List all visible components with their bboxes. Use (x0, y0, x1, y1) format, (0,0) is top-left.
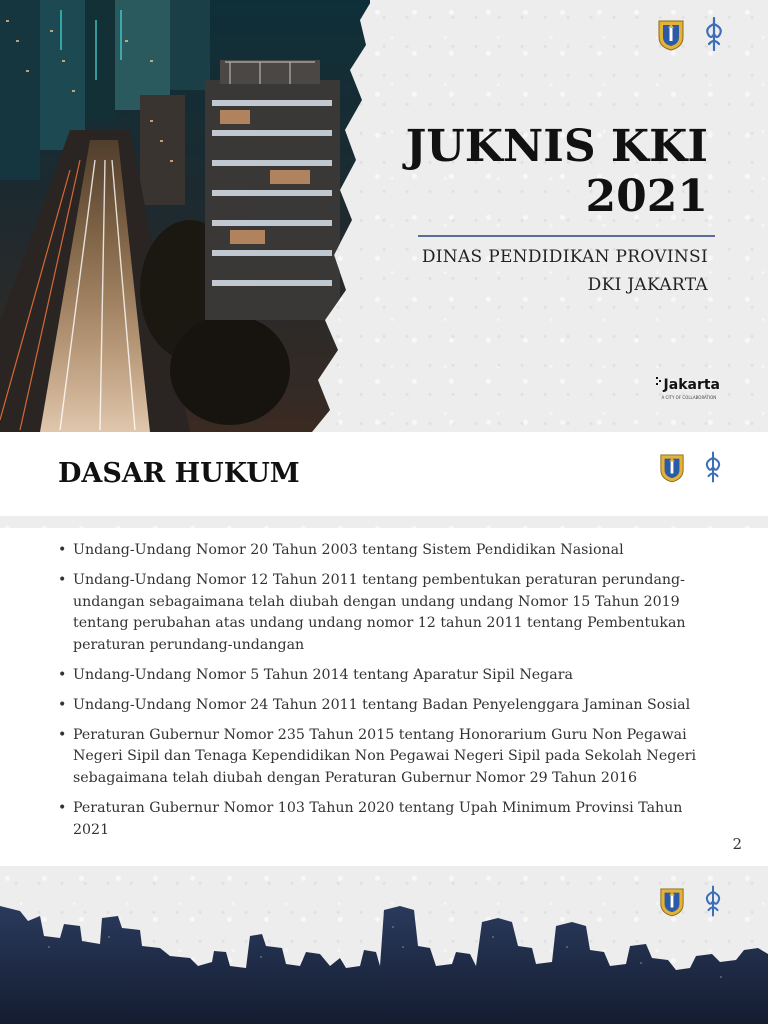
list-item: • Undang-Undang Nomor 12 Tahun 2011 tentang pembentukan peraturan perundang-undangan sebagaimana telah diubah dengan undang undang Nomor 15 Tahun 2019 tentang perubahan atas undang undang nomor 12 tahun 2011 tentang Pembentukan peraturan perundang-undangan (58, 570, 718, 657)
dki-jakarta-emblem-icon (657, 17, 685, 51)
education-office-logo-icon (703, 450, 723, 484)
list-item: • Undang-Undang Nomor 20 Tahun 2003 tentang Sistem Pendidikan Nasional (58, 540, 718, 562)
jakarta-logo-text: Jakarta (663, 377, 720, 393)
jakarta-brand-logo (654, 377, 720, 400)
cover-slide (0, 0, 768, 432)
next-slide-preview (0, 866, 768, 1024)
title-divider (418, 235, 715, 237)
city-night-photo (0, 0, 370, 432)
legal-basis-slide (0, 432, 768, 866)
list-item: • Peraturan Gubernur Nomor 235 Tahun 2015 tentang Honorarium Guru Non Pegawai Negeri Sipil dan Tenaga Kependidikan Non Pegawai Negeri Sipil pada Sekolah Negeri sebagaimana telah diubah dengan Peraturan Gubernur Nomor 29 Tahun 2016 (58, 725, 718, 790)
header-logos (659, 450, 723, 484)
list-item: • Undang-Undang Nomor 5 Tahun 2014 tentang Aparatur Sipil Negara (58, 665, 718, 687)
cover-title-line2: 2021 (585, 171, 708, 222)
cover-subtitle (378, 243, 708, 299)
page-number: 2 (732, 835, 742, 853)
header-logos (657, 16, 725, 52)
header-paper-strip (0, 516, 768, 528)
cover-subtitle-line2: DKI JAKARTA (587, 275, 708, 295)
list-item: • Peraturan Gubernur Nomor 103 Tahun 2020 tentang Upah Minimum Provinsi Tahun 2021 (58, 798, 718, 842)
legal-basis-list (58, 540, 718, 850)
city-skyline-silhouette (0, 866, 768, 1024)
list-item: • Undang-Undang Nomor 24 Tahun 2011 tentang Badan Penyelenggara Jaminan Sosial (58, 695, 718, 717)
cover-subtitle-line1: DINAS PENDIDIKAN PROVINSI (421, 247, 708, 267)
cover-title (378, 122, 708, 222)
education-office-logo-icon (703, 16, 725, 52)
jakarta-dots-icon (654, 377, 664, 391)
slide-title: DASAR HUKUM (58, 458, 300, 489)
cover-title-line1: JUKNIS KKI (405, 121, 708, 172)
jakarta-logo-tagline: A CITY OF COLLABORATION (661, 395, 717, 400)
dki-jakarta-emblem-icon (659, 451, 685, 483)
